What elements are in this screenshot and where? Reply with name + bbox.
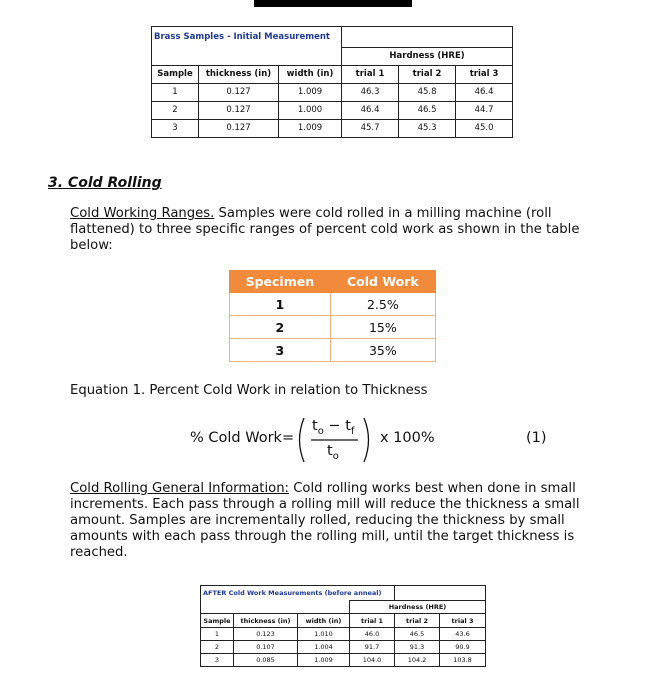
table-row <box>230 293 436 316</box>
table-row <box>201 627 486 640</box>
table-cell: 0.107 <box>234 640 298 653</box>
table-cell: 104.0 <box>350 653 395 666</box>
paragraph-line: amount. Samples are incrementally rolled, reducing the thickness by small <box>70 513 565 528</box>
table-cell: 1 <box>152 83 199 101</box>
table1-caption: Brass Samples - Initial Measurement <box>152 27 342 48</box>
table-cell: 2 <box>152 101 199 119</box>
table1-group-header: Hardness (HRE) <box>342 47 513 65</box>
table1-header: trial 2 <box>399 65 456 83</box>
table1-header: trial 3 <box>456 65 513 83</box>
table-cell: 45.8 <box>399 83 456 101</box>
table-cell: 43.6 <box>440 627 486 640</box>
table-cell: 0.127 <box>199 119 279 137</box>
table-row <box>201 653 486 666</box>
paragraph-line: increments. Each pass through a rolling mill will reduce the thickness a small <box>70 497 580 512</box>
table-row <box>230 316 436 339</box>
table-cell: 3 <box>230 339 331 362</box>
table-cell: 1.004 <box>298 640 350 653</box>
table3-header: Sample <box>201 614 234 627</box>
table-cell: 0.123 <box>234 627 298 640</box>
table-row <box>152 119 513 137</box>
table-cell: 3 <box>201 653 234 666</box>
table-cell: 44.7 <box>456 101 513 119</box>
table-cell: 91.3 <box>395 640 440 653</box>
table3-header: trial 1 <box>350 614 395 627</box>
table3-group-header: Hardness (HRE) <box>350 601 486 614</box>
paragraph-line: Samples were cold rolled in a milling machine (roll <box>214 206 552 221</box>
table-cell: 1 <box>230 293 331 316</box>
table-cell: 46.5 <box>395 627 440 640</box>
table-cell: 46.4 <box>456 83 513 101</box>
equation-lhs: % Cold Work= <box>190 430 295 446</box>
table3-header: width (in) <box>298 614 350 627</box>
paragraph-line: flattened) to three specific ranges of percent cold work as shown in the table <box>70 222 580 237</box>
table3-header: trial 3 <box>440 614 486 627</box>
equation-denominator: $t_o$ <box>327 443 339 462</box>
paragraph-line: reached. <box>70 545 128 560</box>
table3-caption: AFTER Cold Work Measurements (before anneal) <box>201 586 395 601</box>
table1-header: thickness (in) <box>199 65 279 83</box>
table-cell: 90.9 <box>440 640 486 653</box>
after-cold-work-table <box>200 585 486 667</box>
equation-label: Equation 1. Percent Cold Work in relation to Thickness <box>70 383 428 398</box>
table-row <box>230 339 436 362</box>
table1-header: width (in) <box>279 65 342 83</box>
general-info-paragraph <box>70 481 580 561</box>
table1-header: Sample <box>152 65 199 83</box>
paragraph-line: Cold rolling works best when done in small <box>289 481 576 496</box>
table2-header: Specimen <box>230 271 331 293</box>
table-cell: 46.0 <box>350 627 395 640</box>
table-cell: 0.127 <box>199 101 279 119</box>
table-row <box>152 101 513 119</box>
table-cell: 1.010 <box>298 627 350 640</box>
table-cell: 2 <box>201 640 234 653</box>
table-cell: 3 <box>152 119 199 137</box>
table-cell: 0.127 <box>199 83 279 101</box>
table-cell: 1.009 <box>279 83 342 101</box>
general-info-heading: Cold Rolling General Information: <box>70 481 289 496</box>
top-black-bar <box>254 0 412 7</box>
paragraph-line: below: <box>70 238 113 253</box>
equation-rhs: x 100% <box>380 430 435 446</box>
table-cell: 45.7 <box>342 119 399 137</box>
table-cell: 1.009 <box>298 653 350 666</box>
table-cell: 1 <box>201 627 234 640</box>
table-cell: 46.3 <box>342 83 399 101</box>
equation-number: (1) <box>526 430 547 446</box>
table-cell: 0.085 <box>234 653 298 666</box>
table-cell: 1.009 <box>279 119 342 137</box>
table-cell: 45.3 <box>399 119 456 137</box>
table2-header: Cold Work <box>330 271 435 293</box>
table3-header: trial 2 <box>395 614 440 627</box>
table-cell: 2 <box>230 316 331 339</box>
table-cell: 103.8 <box>440 653 486 666</box>
table-cell: 46.5 <box>399 101 456 119</box>
table-cell: 46.4 <box>342 101 399 119</box>
table-cell: 91.7 <box>350 640 395 653</box>
working-ranges-heading: Cold Working Ranges. <box>70 206 215 221</box>
paragraph-line: amounts with each pass through the rolling mill, until the target thickness is <box>70 529 575 544</box>
cold-work-table <box>229 270 436 362</box>
table1-header: trial 1 <box>342 65 399 83</box>
section-title: 3. Cold Rolling <box>48 175 162 191</box>
table-cell: 35% <box>330 339 435 362</box>
table-cell: 45.0 <box>456 119 513 137</box>
table-row <box>201 640 486 653</box>
working-ranges-paragraph <box>70 206 579 254</box>
equation-numerator: $t_o - t_f$ <box>312 418 355 437</box>
table-cell: 2.5% <box>330 293 435 316</box>
table-cell: 15% <box>330 316 435 339</box>
table3-header: thickness (in) <box>234 614 298 627</box>
table-cell: 1.000 <box>279 101 342 119</box>
table-cell: 104.2 <box>395 653 440 666</box>
table-row <box>152 83 513 101</box>
initial-measurement-table <box>151 26 513 138</box>
